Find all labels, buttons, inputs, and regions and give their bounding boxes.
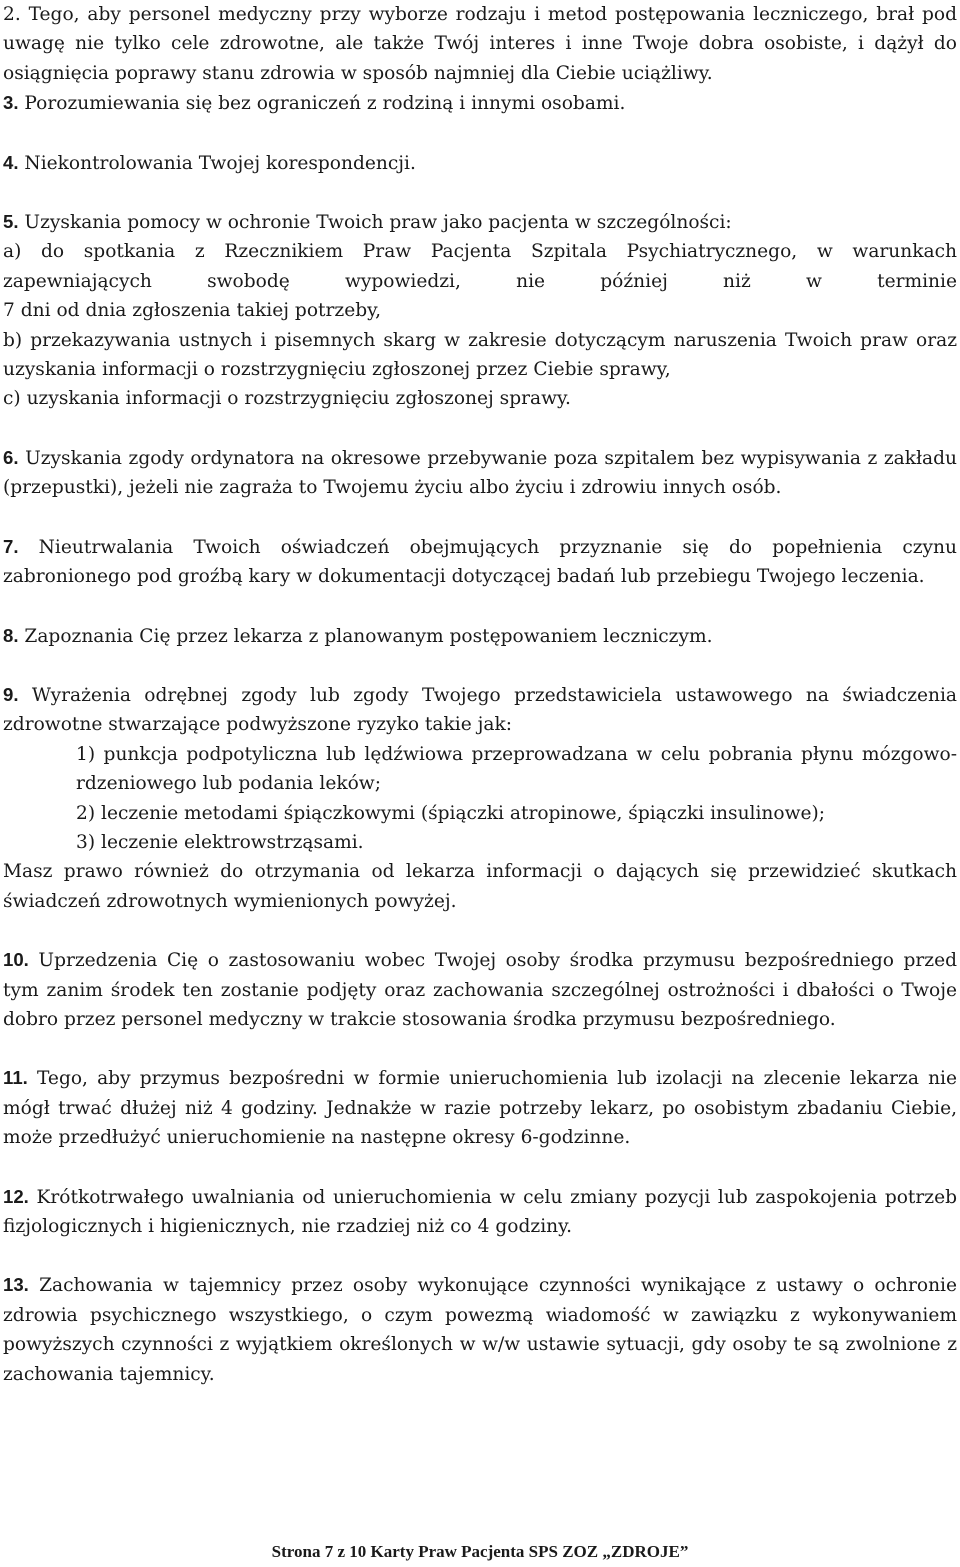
sub-item-b: b) przekazywania ustnych i pisemnych skarg w zakresie dotyczącym naruszenia Twoich praw oraz uzyskania informacji o rozstrzygnięciu zgłoszonej przez Ciebie sprawy,: [3, 329, 957, 381]
paragraph-7: [3, 532, 957, 592]
item-text: Tego, aby przymus bezpośredni w formie unieruchomienia lub izolacji na zlecenie lekarza nie mógł trwać dłużej niż 4 godziny. Jednakże w razie potrzeby lekarz, po osobistym zbadaniu Ciebie, może przedłużyć unieruchomienie na następne okresy 6-godzinne.: [3, 1068, 957, 1149]
paragraph-3: [3, 88, 957, 118]
list-item-1: 1) punkcja podpotyliczna lub lędźwiowa przeprowadzana w celu pobrania płynu mózgowo-rdzeniowego lub podania leków;: [76, 743, 957, 795]
item-text: Porozumiewania się bez ograniczeń z rodziną i innymi osobami.: [18, 93, 626, 115]
item-text: Niekontrolowania Twojej korespondencji.: [18, 152, 416, 174]
page-footer: Strona 7 z 10 Karty Praw Pacjenta SPS ZOZ „ZDROJE”: [271, 1542, 689, 1561]
paragraph-12: [3, 1182, 957, 1242]
item-text: Uprzedzenia Cię o zastosowaniu wobec Twojej osoby środka przymusu bezpośredniego przed tym zanim środek ten zostanie podjęty oraz zachowania szczególnej ostrożności i dbałości o Twoje dobro przez personel medyczny w trakcie stosowania środka przymusu bezpośredniego.: [3, 950, 957, 1030]
item-number: 5.: [3, 211, 19, 233]
item-text: Zapoznania Cię przez lekarza z planowanym postępowaniem leczniczym.: [18, 625, 713, 647]
item-text: Uzyskania zgody ordynatora na okresowe przebywanie poza szpitalem bez wypisywania z zakładu (przepustki), jeżeli nie zagraża to Twojemu życiu albo życiu i zdrowiu innych osób.: [3, 447, 957, 499]
sub-item-a: a) do spotkania z Rzecznikiem Praw Pacjenta Szpitala Psychiatrycznego, w warunkach zapewniających swobodę wypowiedzi, nie później niż w terminie: [3, 241, 957, 292]
item-text: Krótkotrwałego uwalniania od unieruchomienia w celu zmiany pozycji lub zaspokojenia potrzeb fizjologicznych i higienicznych, nie rzadziej niż co 4 godziny.: [3, 1186, 957, 1237]
item-number: 10.: [3, 949, 29, 971]
item-number: 8.: [3, 624, 19, 646]
item-text: Uzyskania pomocy w ochronie Twoich praw jako pacjenta w szczególności:: [18, 212, 732, 234]
paragraph-4: [3, 148, 957, 178]
item-text: Wyrażenia odrębnej zgody lub zgody Twojego przedstawiciela ustawowego na świadczenia zdrowotne stwarzające podwyższone ryzyko takie jak:: [3, 684, 957, 736]
paragraph-9-note: Masz prawo również do otrzymania od lekarza informacji o dających się przewidzieć skutkach świadczeń zdrowotnych wymienionych powyżej.: [3, 861, 957, 912]
item-number: 6.: [3, 446, 19, 468]
paragraph-5: [3, 207, 957, 237]
item-number: 7.: [3, 535, 19, 557]
list-item-2: 2) leczenie metodami śpiączkowymi (śpiączki atropinowe, śpiączki insulinowe);: [76, 802, 826, 824]
paragraph-2: 2. Tego, aby personel medyczny przy wyborze rodzaju i metod postępowania leczniczego, brał pod uwagę nie tylko cele zdrowotne, ale także Twój interes i inne Twoje dobra osobiste, i dążył do osiągnięcia poprawy stanu zdrowia w sposób najmniej dla Ciebie uciążliwy.: [3, 4, 957, 84]
item-number: 3.: [3, 92, 19, 114]
item-number: 13.: [3, 1274, 29, 1296]
paragraph-6: [3, 443, 957, 503]
item-number: 4.: [3, 151, 19, 173]
paragraph-8: [3, 621, 957, 651]
paragraph-9: [3, 680, 957, 740]
sub-item-a-cont: 7 dni od dnia zgłoszenia takiej potrzeby,: [3, 300, 382, 322]
item-number: 12.: [3, 1185, 29, 1207]
item-text: Nieutrwalania Twoich oświadczeń obejmujących przyznanie się do popełnienia czynu zabronionego pod groźbą kary w dokumentacji dotyczącej badań lub przebiegu Twojego leczenia.: [3, 536, 957, 588]
paragraph-10: [3, 945, 957, 1034]
paragraph-13: [3, 1270, 957, 1389]
item-number: 11.: [3, 1067, 28, 1089]
item-number: 9.: [3, 683, 19, 705]
document-page: [3, 0, 957, 1389]
sub-item-c: c) uzyskania informacji o rozstrzygnięciu zgłoszonej sprawy.: [3, 388, 571, 410]
item-text: Zachowania w tajemnicy przez osoby wykonujące czynności wynikające z ustawy o ochronie zdrowia psychicznego wszystkiego, o czym powezmą wiadomość w zawiązku z wykonywaniem powyższych czynności z wyjątkiem określonych w w/w ustawie sytuacji, gdy osoby te są zwolnione z zachowania tajemnicy.: [3, 1275, 957, 1385]
paragraph-11: [3, 1063, 957, 1152]
list-item-3: 3) leczenie elektrowstrząsami.: [76, 831, 364, 853]
